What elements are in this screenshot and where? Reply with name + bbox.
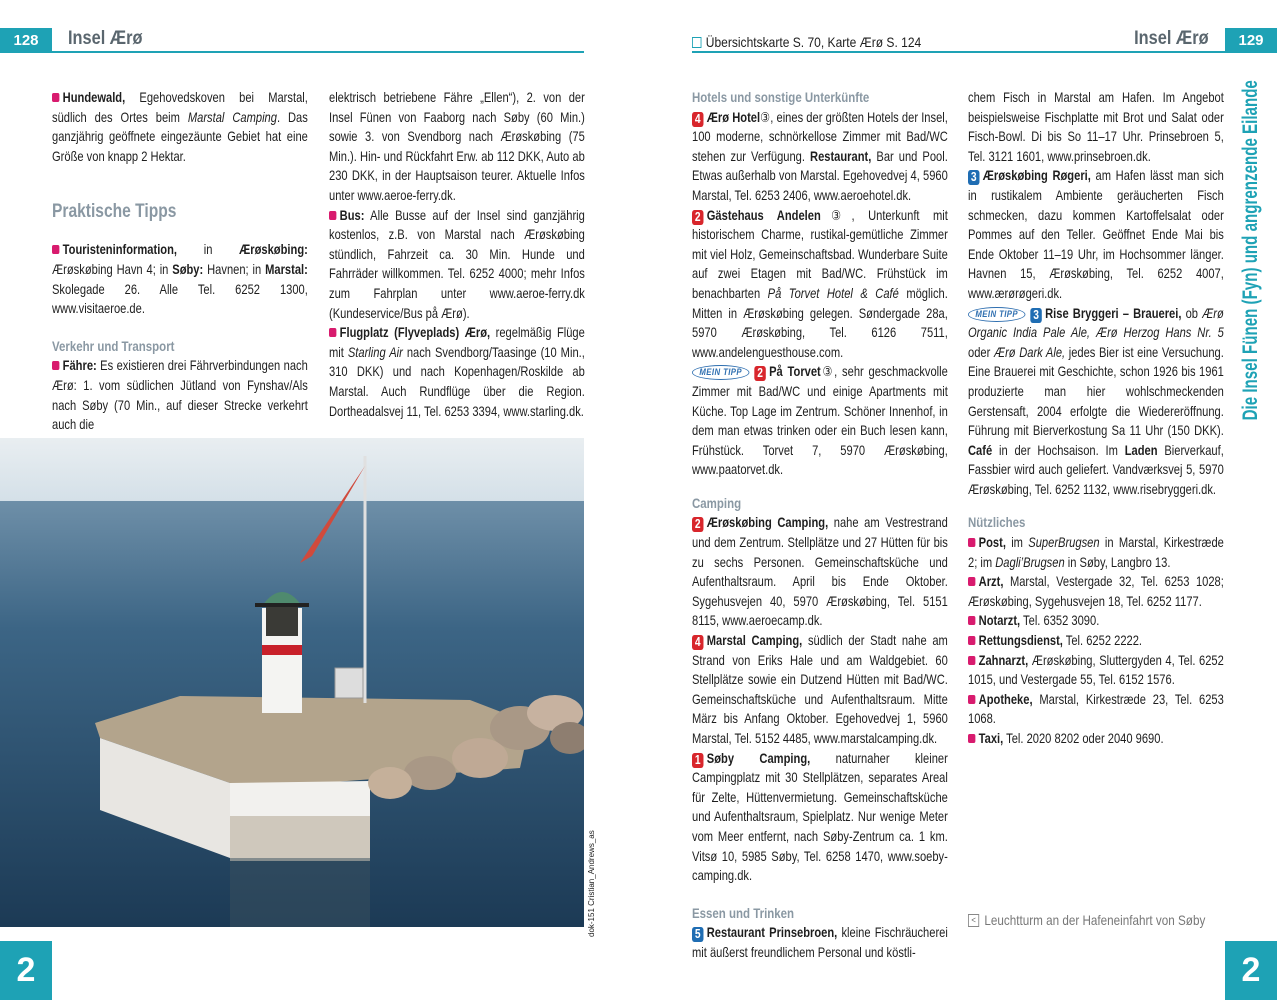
entry-name: Ærøskøbing Camping,	[706, 515, 829, 531]
entry-text: Tel. 2020 8202 oder 2040 9690.	[1003, 731, 1164, 746]
page-number-right	[1225, 28, 1277, 53]
caption-text: Leuchtturm an der Hafeneinfahrt von Søby	[984, 913, 1206, 928]
list-entry	[52, 240, 308, 318]
entry-text: Tel. 6252 2222.	[1062, 633, 1143, 649]
bullet-square-icon	[329, 328, 336, 337]
bullet-square-icon	[968, 734, 975, 743]
entry-name: Søby Camping,	[706, 750, 811, 766]
list-entry	[968, 304, 1224, 500]
entry-text: Egehovedskoven bei Marstal, südlich des Ortes beim	[52, 90, 308, 125]
bullet-square-icon	[968, 538, 975, 547]
page-number: 128	[13, 32, 39, 49]
list-entry	[692, 923, 948, 962]
chapter-number: 2	[1241, 951, 1261, 989]
entry-name: Flugplatz (Flyveplads) Ærø,	[339, 325, 491, 341]
entry-name: På Torvet	[769, 364, 821, 380]
photo-caption	[968, 913, 1205, 928]
entry-text: ③, Unterkunft mit historischem Charme, rustikal-gemütliche Zimmer mit viel Holz, Gemeinschaftsbad. Wunderbare Suite auf zwei Etagen mit Bad/WC. Frühstück im benachbarten	[692, 207, 948, 301]
entry-name: Søby:	[172, 261, 204, 277]
entry-text: Ærøskøbing Havn 4; in	[52, 261, 173, 277]
text-column	[968, 88, 1224, 749]
list-entry	[692, 362, 948, 480]
section-heading	[52, 200, 308, 224]
entry-text: am Hafen lässt man sich in rustikalem Ambiente geräucherten Fisch schmecken, dazu kommen Kartoffelsalat oder Pommes auf den Teller. Geöffnet Ende Mai bis Ende Oktober 11–19 Uhr, im Hochsommer länger. Havnen 15, Ærøskøbing, Tel. 6252 4007, www.ærørøgeri.dk.	[968, 168, 1224, 301]
bullet-square-icon	[968, 577, 975, 586]
entry-name: Restaurant Prinsebroen,	[706, 925, 838, 941]
list-entry	[329, 323, 585, 421]
entry-text: Marstal Camping	[187, 109, 277, 125]
entry-name: Restaurant,	[810, 148, 872, 164]
list-entry	[692, 108, 948, 206]
entry-name: Touristeninformation,	[62, 242, 178, 258]
entry-name: Marstal Camping,	[706, 633, 803, 649]
entry-name: Ærø Hotel	[706, 109, 761, 125]
entry-text: möglich. Mitten in Ærøskøbing gelegen. Søndergade 28a, 5970 Ærøskøbing, Tel. 6126 7511, www.andelenguesthouse.com.	[692, 285, 948, 360]
entry-text: Bierverkauf, Fassbier wird auch geliefert. Vandværksvej 5, 5970 Ærøskøbing, Tel. 6252 1132, www.risebryggeri.dk.	[968, 442, 1224, 497]
running-title-right: Insel Ærø	[1134, 28, 1209, 49]
subheading	[692, 494, 948, 514]
map-marker-badge: 2	[754, 366, 765, 381]
entry-text: Havnen; in	[203, 261, 266, 277]
entry-name: Rise Bryggeri – Brauerei,	[1045, 305, 1182, 321]
entry-name: Rettungsdienst,	[978, 633, 1063, 649]
entry-text: in Søby, Langbro 13.	[1064, 554, 1171, 570]
entry-text: Dagli’Brugsen	[995, 554, 1065, 570]
entry-text: Skolegade 26. Alle Tel. 6252 1300, www.visitaeroe.de.	[52, 281, 308, 317]
list-entry	[968, 690, 1224, 729]
bullet-square-icon	[52, 245, 59, 254]
entry-name: Café	[968, 442, 993, 458]
entry-text: Camping	[692, 494, 742, 511]
text-block	[692, 904, 948, 963]
entry-text: Verkehr und Transport	[52, 337, 175, 354]
bullet-square-icon	[52, 361, 59, 370]
entry-text: Ærøskøbing, Sluttergyden 4, Tel. 6252 1015, und Vestergade 55, Tel. 6152 1576.	[968, 652, 1224, 688]
entry-text: in der Hochsaison. Im	[992, 442, 1125, 458]
subheading	[52, 337, 308, 357]
entry-text: . Das ganzjährig geöffnete eingezäunte Gebiet hat eine Größe von knapp 2 Hektar.	[52, 109, 308, 164]
map-marker-badge: 3	[968, 170, 979, 185]
list-entry	[329, 206, 585, 324]
list-entry	[692, 513, 948, 631]
map-marker-badge: 4	[692, 635, 703, 650]
list-entry	[968, 572, 1224, 611]
bullet-square-icon	[968, 656, 975, 665]
mein-tipp-badge: MEIN TIPP	[692, 365, 749, 380]
list-entry	[692, 749, 948, 886]
list-entry	[968, 611, 1224, 631]
entry-text: Bar und Pool. Etwas außerhalb von Marstal. Egehovedvej 4, 5960 Marstal, Tel. 6253 2406, www.aeroehotel.dk.	[692, 148, 948, 203]
entry-text: Tel. 6352 3090.	[1020, 613, 1100, 629]
map-marker-badge: 2	[692, 517, 703, 532]
entry-text: jedes Bier ist eine Versuchung. Eine Brauerei mit Geschichte, schon 1926 bis 1961 produzierte man hier wohlschmeckenden Gerstensaft, 2004 erfolgte die Wiedereröffnung. Führung mit Bierverkostung Sa 11 Uhr (150 DKK).	[968, 344, 1224, 439]
bullet-square-icon	[968, 695, 975, 704]
entry-text: Starling Air	[347, 344, 403, 360]
entry-text: in	[177, 242, 240, 258]
entry-text: ③, sehr geschmackvolle Zimmer mit Bad/WC und einige Apartments mit Küche. Top Lage im Zentrum. Schöner Innenhof, in dem man etwas trinken oder ein Buch lesen kann, Frühstück. Torvet 7, 5970 Ærøskøbing, www.paatorvet.dk.	[692, 364, 948, 478]
entry-text: naturnaher kleiner Campingplatz mit 30 Stellplätzen, separates Areal für Zelte, Hüttenvermietung. Gemeinschaftsküche und Aufenthaltsraum, Spielplatz. Nur wenige Meter vom Meer entfernt, nach Søby-Zentrum ca. 1 km. Vitsø 10, 5985 Søby, Tel. 6258 1470, www.soeby-camping.dk.	[692, 750, 948, 884]
map-marker-badge: 5	[692, 927, 703, 942]
entry-text: SuperBrugsen	[1028, 535, 1100, 551]
entry-text: Alle Busse auf der Insel sind ganzjährig kostenlos, z.B. von Marstal nach Ærøskøbing stündlich, Fahrzeit ca. 30 Min. Hunde und Fahrräder willkommen. Tel. 6252 4000; mehr Infos zum Fahrplan unter www.aeroe-ferry.dk (Kundeservice/Bus på Ærø).	[329, 207, 585, 321]
text-block	[329, 88, 585, 421]
map-marker-badge: 2	[692, 210, 703, 225]
entry-text: in Marstal, Kirkestræde 2; im	[968, 535, 1224, 570]
text-block	[692, 494, 948, 886]
entry-name: Zahnarzt,	[978, 652, 1029, 668]
chapter-side-title	[1236, 70, 1266, 430]
entry-name: Fähre:	[62, 358, 97, 374]
entry-text: südlich der Stadt nahe am Strand von Eriks Hale und am Waldgebiet. 60 Stellplätze sowie ein Dutzend Hütten mit Bad/WC. Gemeinschaftsküche und Aufenthaltsraum. Mitte März bis Anfang Oktober. Egehovedvej 1, 5960 Marstal, Tel. 5152 4485, www.marstalcamping.dk.	[692, 633, 948, 746]
map-marker-badge: 1	[692, 753, 703, 768]
map-marker-badge: 4	[692, 112, 703, 127]
map-reference[interactable]	[692, 34, 921, 50]
text-block	[52, 337, 308, 435]
list-entry	[968, 166, 1224, 303]
text-block	[968, 513, 1224, 748]
text-column	[692, 88, 948, 963]
chapter-tab-left	[0, 941, 52, 1000]
map-marker-badge: 3	[1030, 308, 1041, 323]
text-column	[329, 88, 585, 421]
entry-text: nach Svendborg/Taasinge (10 Min., 310 DKK) und nach Kopenhagen/Roskilde ab Marstal. Auch Rundflüge über die Region. Dortheadalsvej 11, Tel. 6253 3394, www.starling.dk.	[329, 344, 585, 419]
subheading	[968, 513, 1224, 533]
text-block	[52, 88, 308, 166]
entry-name: Hundewald,	[62, 90, 126, 105]
list-entry	[968, 88, 1224, 166]
entry-text: ob	[1181, 305, 1203, 321]
list-entry	[329, 88, 585, 206]
mein-tipp-badge: MEIN TIPP	[968, 307, 1025, 322]
entry-text: Marstal, Vestergade 32, Tel. 6253 1028; Ærøskøbing, Sygehusvejen 18, Tel. 6252 1177.	[968, 574, 1224, 609]
text-block	[968, 88, 1224, 499]
entry-text: Praktische Tipps	[52, 201, 177, 223]
entry-text: im	[1005, 535, 1029, 551]
entry-text: Nützliches	[968, 514, 1026, 531]
list-entry	[968, 533, 1224, 572]
header-rule	[52, 51, 584, 53]
text-column	[52, 88, 308, 435]
entry-name: Laden	[1124, 442, 1158, 458]
entry-text: nahe am Vestrestrand und dem Zentrum. Stellplätze und 27 Hütten für bis zu sechs Personen. Gemeinschaftsküche und Aufenthaltsraum. April bis Ende Oktober. Sygehusvejen 40, 5970 Ærøskøbing, Tel. 5151 8115, www.aeroecamp.dk.	[692, 515, 948, 629]
running-title-left: Insel Ærø	[68, 28, 143, 49]
header-rule	[692, 51, 1225, 53]
map-icon	[692, 37, 701, 48]
entry-text: elektrisch betriebene Fähre „Ellen“), 2. von der Insel Fünen von Faaborg nach Søby (60 Min.) sowie 3. von Svendborg nach Ærøskøbing (75 Min.). Hin- und Rückfahrt Erw. ab 112 DKK, Auto ab 230 DKK, in der Hauptsaison teurer. Aktuelle Infos unter www.aeroe-ferry.dk.	[329, 90, 585, 203]
map-reference-text: Übersichtskarte S. 70, Karte Ærø S. 124	[705, 34, 922, 50]
entry-name: Notarzt,	[978, 613, 1021, 629]
list-entry	[968, 631, 1224, 651]
list-entry	[692, 206, 948, 363]
chapter-number: 2	[16, 951, 36, 989]
entry-name: Marstal:	[265, 261, 308, 277]
entry-text: Hotels und sonstige Unterkünfte	[692, 89, 870, 105]
entry-name: Post,	[978, 535, 1006, 551]
subheading	[52, 200, 308, 224]
entry-text: Essen und Trinken	[692, 904, 795, 921]
chapter-tab-right	[1225, 941, 1277, 1000]
list-entry	[692, 631, 948, 749]
photo-credit: dok-151 Cristian_Andrews_as	[587, 830, 596, 937]
subheading	[692, 88, 948, 108]
list-entry	[52, 356, 308, 434]
entry-name: Gästehaus Andelen	[706, 207, 821, 223]
text-block	[52, 240, 308, 318]
bullet-square-icon	[52, 93, 59, 102]
list-entry	[52, 88, 308, 166]
bullet-square-icon	[329, 211, 336, 220]
entry-name: Arzt,	[978, 574, 1004, 590]
list-entry	[968, 729, 1224, 749]
entry-name: Ærøskøbing:	[239, 242, 308, 258]
entry-text: Ærø Organic India Pale Ale, Ærø Herzog Hans Nr. 5	[968, 305, 1224, 341]
text-block	[692, 88, 948, 480]
entry-text: På Torvet Hotel & Café	[767, 285, 899, 301]
entry-text: oder	[968, 344, 994, 360]
entry-name: Taxi,	[978, 731, 1004, 746]
arrow-left-icon: <	[968, 914, 979, 927]
entry-text: kleine Fischräucherei mit äußerst freundlichem Personal und köstli-	[692, 925, 948, 960]
entry-name: Ærøskøbing Røgeri,	[982, 168, 1091, 184]
lighthouse-photo	[0, 438, 584, 927]
list-entry	[968, 651, 1224, 690]
entry-text: Es existieren drei Fährverbindungen nach Ærø: 1. vom südlichen Jütland von Fynshav/Als nach Søby (70 Min., auf dieser Strecke verkehrt auch die	[52, 358, 308, 433]
entry-text: Marstal, Kirkestræde 23, Tel. 6253 1068.	[968, 691, 1224, 727]
chapter-side-title-text: Die Insel Fünen (Fyn) und angrenzende Eilande	[1239, 79, 1262, 421]
page-number: 129	[1238, 32, 1264, 49]
entry-text: chem Fisch in Marstal am Hafen. Im Angebot beispielsweise Fischplatte mit Brot und Salat oder Fisch-Bowl. Di bis So 11–17 Uhr. Prinsebroen 5, Tel. 3121 1601, www.prinsebroen.dk.	[968, 90, 1224, 164]
entry-name: Apotheke,	[978, 691, 1033, 707]
bullet-square-icon	[968, 616, 975, 625]
page-number-left	[0, 28, 52, 53]
bullet-square-icon	[968, 636, 975, 645]
entry-name: Bus:	[339, 207, 365, 223]
subheading	[692, 904, 948, 924]
entry-text: Ærø Dark Ale,	[993, 344, 1066, 360]
entry-text: ③, eines der größten Hotels der Insel, 100 moderne, schnörkellose Zimmer mit Bad/WC stehen zur Verfügung.	[692, 109, 948, 164]
entry-text: regelmäßig Flüge mit	[329, 325, 585, 360]
